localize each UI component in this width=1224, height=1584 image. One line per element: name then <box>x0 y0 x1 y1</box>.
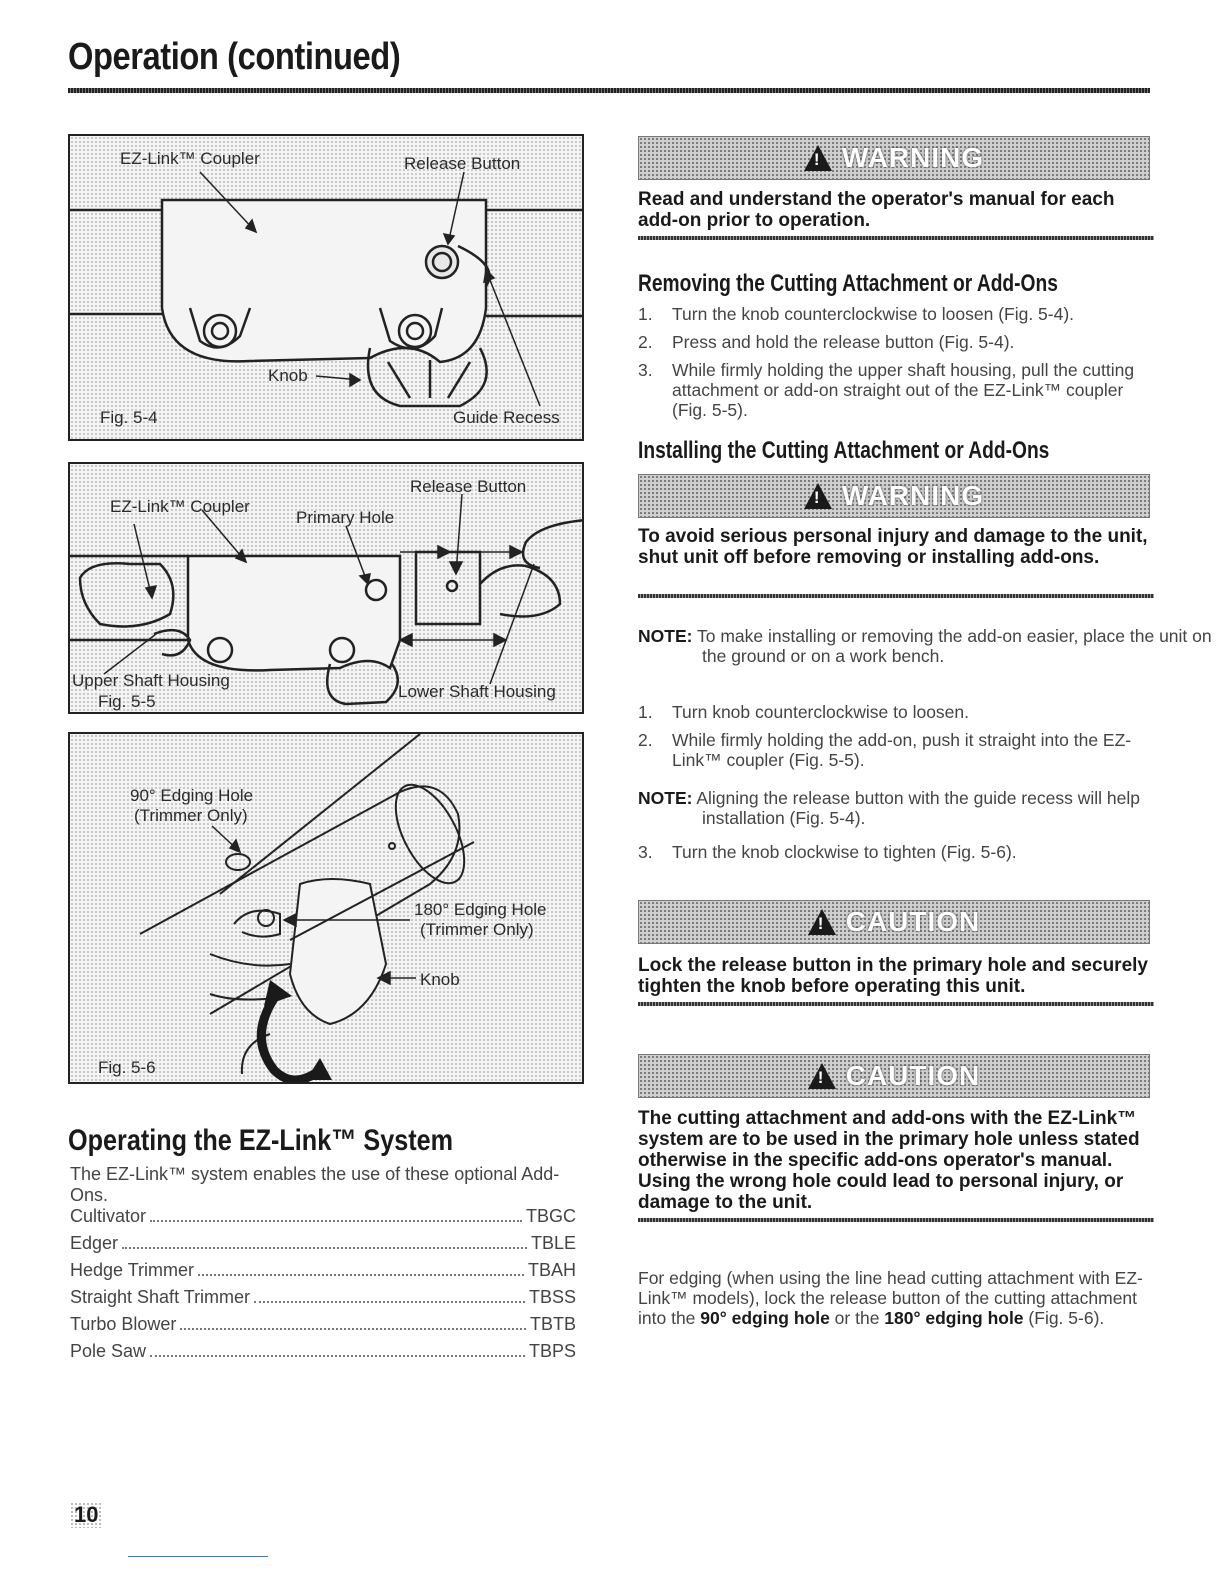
operating-heading: Operating the EZ-Link™ System <box>68 1124 454 1157</box>
caution-chip <box>796 902 993 942</box>
note-label: NOTE: <box>638 626 693 646</box>
bottom-rule <box>128 1556 268 1557</box>
addon-code: TBTB <box>529 1314 576 1334</box>
addon-item <box>70 1206 576 1233</box>
removing-step <box>638 304 1150 324</box>
section-rule <box>638 1218 1154 1222</box>
caution-triangle-icon: ! <box>808 909 836 935</box>
warning-label: WARNING <box>841 480 985 511</box>
section-rule <box>638 1002 1154 1006</box>
install-note <box>638 788 1214 828</box>
edging-text: For edging (when using the line head cutting attachment with EZ-Link™ models), lock the release button of the cutting attachment into the <box>638 1268 1143 1328</box>
caution-triangle-icon: ! <box>808 1063 836 1089</box>
edging-90-emphasis: 90° edging hole <box>700 1308 830 1328</box>
leader-dots <box>198 1274 524 1276</box>
warning-label: WARNING <box>841 142 985 173</box>
addon-name: Cultivator <box>70 1206 147 1226</box>
installing-steps <box>638 702 1150 778</box>
figure-5-4-illustration <box>70 136 584 441</box>
addon-code: TBLE <box>530 1233 576 1253</box>
leader-dots <box>150 1355 525 1357</box>
removing-step <box>638 360 1150 420</box>
label-180-trimmer-only: (Trimmer Only) <box>420 920 534 939</box>
addon-item <box>70 1341 576 1368</box>
installing-step <box>638 702 1150 722</box>
label-release-button: Release Button <box>404 154 521 173</box>
step-text: Turn the knob clockwise to tighten (Fig. 5-6). <box>672 842 1017 862</box>
addon-name: Hedge Trimmer <box>70 1260 195 1280</box>
label-ez-link-coupler: EZ-Link™ Coupler <box>110 497 250 516</box>
warning-chip <box>792 138 996 178</box>
note-text: Aligning the release button with the guide recess will help installation (Fig. 5-4). <box>696 788 1140 828</box>
step-text: Turn the knob counterclockwise to loosen (Fig. 5-4). <box>672 304 1075 324</box>
step-text: While firmly holding the upper shaft housing, pull the cutting attachment or add-on straight out of the EZ-Link™ coupler (Fig. 5-5). <box>672 360 1135 420</box>
addon-name: Pole Saw <box>70 1341 147 1361</box>
warning-text: Read and understand the operator's manual for each add-on prior to operation. <box>638 189 1115 231</box>
label-upper-shaft-housing: Upper Shaft Housing <box>72 671 230 690</box>
section-rule <box>638 236 1154 240</box>
caution-banner <box>638 900 1150 944</box>
label-knob: Knob <box>420 970 460 989</box>
note-label: NOTE: <box>638 788 693 808</box>
label-90-edging-hole: 90° Edging Hole <box>130 786 254 805</box>
addon-code: TBGC <box>525 1206 576 1226</box>
caution-label: CAUTION <box>845 1060 981 1091</box>
addon-item <box>70 1314 576 1341</box>
step-number: 3. <box>638 842 653 862</box>
removing-steps <box>638 304 1150 428</box>
addon-code: TBPS <box>528 1341 576 1361</box>
note-text: To make installing or removing the add-on easier, place the unit on the ground or on a work bench. <box>697 626 1212 666</box>
addon-list <box>70 1206 576 1368</box>
figure-caption: Fig. 5-5 <box>98 692 156 711</box>
page-number: 10 <box>70 1502 102 1528</box>
title-rule <box>68 88 1150 93</box>
label-ez-link-coupler: EZ-Link™ Coupler <box>120 149 260 168</box>
warning-chip <box>792 476 996 516</box>
label-knob: Knob <box>268 366 308 385</box>
leader-dots <box>254 1301 525 1303</box>
label-lower-shaft-housing: Lower Shaft Housing <box>398 682 556 701</box>
edging-text: or the <box>834 1308 880 1328</box>
addon-item <box>70 1287 576 1314</box>
leader-dots <box>122 1247 527 1249</box>
step-number: 1. <box>638 702 653 722</box>
label-primary-hole: Primary Hole <box>296 508 395 527</box>
step-number: 2. <box>638 332 653 352</box>
warning-triangle-icon: ! <box>804 483 832 509</box>
removing-heading: Removing the Cutting Attachment or Add-Ons <box>638 270 1058 297</box>
installing-steps <box>638 842 1150 870</box>
label-90-trimmer-only: (Trimmer Only) <box>134 806 248 825</box>
install-note <box>638 626 1214 666</box>
warning-banner <box>638 136 1150 180</box>
figure-5-4 <box>68 134 584 441</box>
edging-text: (Fig. 5-6). <box>1028 1308 1105 1328</box>
step-number: 3. <box>638 360 653 380</box>
addon-item <box>70 1233 576 1260</box>
page-title: Operation (continued) <box>68 36 401 78</box>
figure-5-5 <box>68 462 584 714</box>
caution-banner <box>638 1054 1150 1098</box>
caution-chip <box>796 1056 993 1096</box>
removing-step <box>638 332 1150 352</box>
leader-dots <box>150 1220 522 1222</box>
step-text: While firmly holding the add-on, push it straight into the EZ-Link™ coupler (Fig. 5-5). <box>672 730 1132 770</box>
addon-code: TBSS <box>528 1287 576 1307</box>
caution-label: CAUTION <box>845 906 981 937</box>
addon-code: TBAH <box>527 1260 576 1280</box>
caution-text: Lock the release button in the primary hole and securely tighten the knob before operating this unit. <box>638 955 1148 997</box>
label-180-edging-hole: 180° Edging Hole <box>414 900 547 919</box>
installing-heading: Installing the Cutting Attachment or Add-Ons <box>638 437 1050 464</box>
addon-item <box>70 1260 576 1287</box>
label-release-button: Release Button <box>410 477 527 496</box>
warning-text: To avoid serious personal injury and damage to the unit, shut unit off before removing or installing add-ons. <box>638 526 1148 568</box>
caution-text: The cutting attachment and add-ons with the EZ-Link™ system are to be used in the primary hole unless stated otherwise in the specific add-ons operator's manual. Using the wrong hole could lead to personal injury, or damage to the unit. <box>638 1108 1140 1213</box>
edging-180-emphasis: 180° edging hole <box>884 1308 1024 1328</box>
step-text: Turn knob counterclockwise to loosen. <box>672 702 970 722</box>
warning-banner <box>638 474 1150 518</box>
addon-name: Straight Shaft Trimmer <box>70 1287 251 1307</box>
warning-triangle-icon: ! <box>804 145 832 171</box>
section-rule <box>638 594 1154 598</box>
label-guide-recess: Guide Recess <box>453 408 560 427</box>
operating-intro: The EZ-Link™ system enables the use of these optional Add-Ons. <box>70 1164 560 1205</box>
installing-step <box>638 842 1150 862</box>
installing-step <box>638 730 1150 770</box>
figure-caption: Fig. 5-6 <box>98 1058 156 1077</box>
edging-paragraph <box>638 1268 1150 1328</box>
step-text: Press and hold the release button (Fig. 5-4). <box>672 332 1015 352</box>
addon-name: Edger <box>70 1233 119 1253</box>
step-number: 1. <box>638 304 653 324</box>
addon-name: Turbo Blower <box>70 1314 177 1334</box>
figure-caption: Fig. 5-4 <box>100 408 158 427</box>
leader-dots <box>180 1328 526 1330</box>
figure-5-6 <box>68 732 584 1084</box>
step-number: 2. <box>638 730 653 750</box>
